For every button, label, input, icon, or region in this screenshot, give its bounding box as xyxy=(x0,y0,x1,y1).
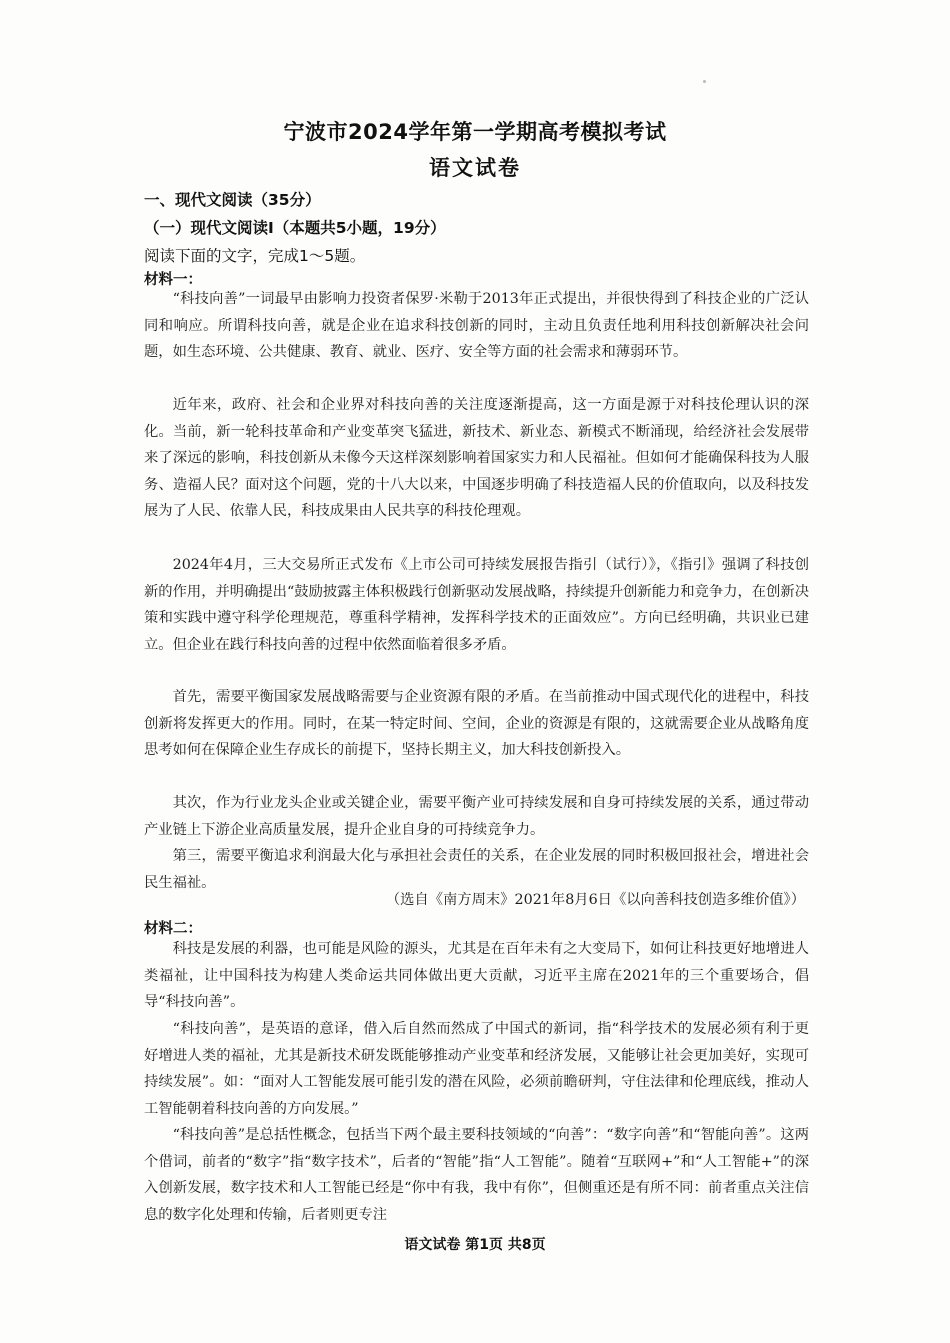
material-two-label: 材料二： xyxy=(144,921,202,937)
paragraph: “科技向善”一词最早由影响力投资者保罗·米勒于2013年正式提出，并很快得到了科技企业的广泛认同和响应。所谓科技向善，就是企业在追求科技创新的同时，主动且负责任地利用科技创新解决社会问题，如生态环境、公共健康、教育、就业、医疗、安全等方面的社会需求和薄弱环节。 xyxy=(144,291,809,361)
paragraph: “科技向善”是总括性概念，包括当下两个最主要科技领域的“向善”：“数字向善”和“智能向善”。这两个借词，前者的“数字”指“数字技术”，后者的“智能”指“人工智能”。随着“互联网+”和“人工智能+”的深入创新发展，数字技术和人工智能已经是“你中有我，我中有你”，但侧重还是有所不同：前者重点关注信息的数字化处理和传输，后者则更专注 xyxy=(144,1127,809,1223)
page-footer: 语文试卷 第1页 共8页 xyxy=(404,1237,546,1253)
paragraph: 科技是发展的利器，也可能是风险的源头，尤其是在百年未有之大变局下，如何让科技更好地增进人类福祉，让中国科技为构建人类命运共同体做出更大贡献，习近平主席在2021年的三个重要场合，倡导“科技向善”。 xyxy=(144,941,809,1011)
paragraph: 第三，需要平衡追求利润最大化与承担社会责任的关系，在企业发展的同时积极回报社会，增进社会民生福祉。 xyxy=(144,848,809,891)
reading-instruction: 阅读下面的文字，完成1～5题。 xyxy=(144,247,366,265)
exam-title: 宁波市2024学年第一学期高考模拟考试 xyxy=(283,120,667,144)
paragraph: 首先，需要平衡国家发展战略需要与企业资源有限的矛盾。在当前推动中国式现代化的进程中，科技创新将发挥更大的作用。同时，在某一特定时间、空间，企业的资源是有限的，这就需要企业从战略角度思考如何在保障企业生存成长的前提下，坚持长期主义，加大科技创新投入。 xyxy=(144,689,809,759)
section-heading: 一、现代文阅读（35分） xyxy=(144,191,321,209)
paragraph: 近年来，政府、社会和企业界对科技向善的关注度逐渐提高，这一方面是源于对科技伦理认识的深化。当前，新一轮科技革命和产业变革突飞猛进，新技术、新业态、新模式不断涌现，给经济社会发展带来了深远的影响，科技创新从未像今天这样深刻影响着国家实力和人民福祉。但如何才能确保科技为人服务、造福人民？面对这个问题，党的十八大以来，中国逐步明确了科技造福人民的价值取向，以及科技发展为了人民、依靠人民，科技成果由人民共享的科技伦理观。 xyxy=(144,397,809,520)
material-one-source: （选自《南方周末》2021年8月6日《以向善科技创造多维价值》） xyxy=(385,892,805,908)
section-subheading: （一）现代文阅读Ⅰ（本题共5小题，19分） xyxy=(144,219,446,237)
exam-subtitle: 语文试卷 xyxy=(429,156,521,180)
paragraph: 2024年4月，三大交易所正式发布《上市公司可持续发展报告指引（试行）》，《指引》强调了科技创新的作用，并明确提出“鼓励披露主体积极践行创新驱动发展战略，持续提升创新能力和竞争力，在创新决策和实践中遵守科学伦理规范，尊重科学精神，发挥科学技术的正面效应”。方向已经明确，共识业已建立。但企业在践行科技向善的过程中依然面临着很多矛盾。 xyxy=(144,557,809,653)
scan-speck xyxy=(703,80,706,83)
material-one-label: 材料一： xyxy=(144,272,202,288)
paragraph: “科技向善”，是英语的意译，借入后自然而然成了中国式的新词，指“科学技术的发展必须有利于更好增进人类的福祉，尤其是新技术研发既能够推动产业变革和经济发展，又能够让社会更加美好，实现可持续发展”。如：“面对人工智能发展可能引发的潜在风险，必须前瞻研判，守住法律和伦理底线，推动人工智能朝着科技向善的方向发展。” xyxy=(144,1021,809,1117)
paragraph: 其次，作为行业龙头企业或关键企业，需要平衡产业可持续发展和自身可持续发展的关系，通过带动产业链上下游企业高质量发展，提升企业自身的可持续竞争力。 xyxy=(144,795,809,838)
